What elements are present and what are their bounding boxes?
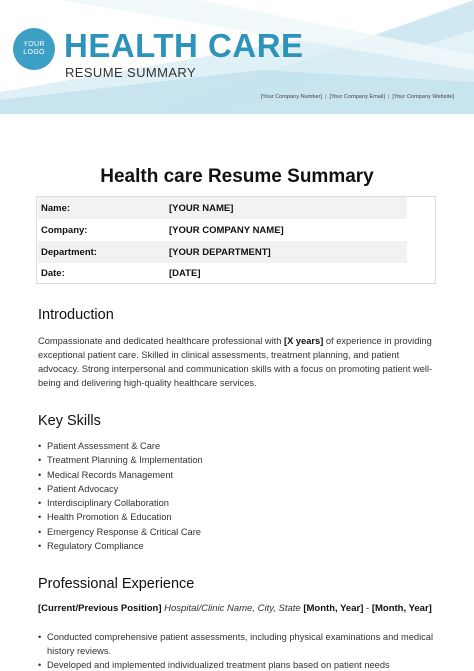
- skill-text: Medical Records Management: [47, 469, 174, 480]
- logo-line-2: LOGO: [23, 49, 45, 56]
- skill-text: Treatment Planning & Implementation: [47, 455, 203, 466]
- company-logo: [13, 28, 55, 70]
- info-label: Company:: [41, 224, 88, 236]
- company-contact-line: [261, 94, 454, 100]
- workplace: Hospital/Clinic Name, City, State: [164, 603, 301, 614]
- key-skills-list: [38, 439, 203, 553]
- list-item: [38, 658, 438, 671]
- info-row-department: [38, 241, 407, 263]
- bullet: •: [38, 483, 42, 494]
- bullet: •: [38, 526, 42, 537]
- brand-subtitle: RESUME SUMMARY: [65, 65, 197, 80]
- bullet: •: [38, 498, 42, 509]
- skill-text: Patient Advocacy: [47, 483, 119, 494]
- company-number: [Your Company Number]: [260, 94, 323, 100]
- info-row-date: [38, 262, 407, 284]
- list-item: [38, 468, 203, 482]
- key-skills-heading: Key Skills: [38, 413, 101, 429]
- intro-years-placeholder: [X years]: [284, 336, 324, 346]
- skill-text: Interdisciplinary Collaboration: [47, 498, 169, 509]
- list-item: [38, 496, 203, 510]
- info-row-company: [38, 219, 407, 241]
- duty-text: Conducted comprehensive patient assessments, including physical examinations and medical history reviews.: [47, 632, 434, 656]
- bullet: •: [38, 632, 42, 642]
- experience-duties-list: [38, 630, 438, 671]
- skill-text: Health Promotion & Education: [47, 512, 172, 523]
- list-item: [38, 482, 203, 496]
- position-title: [Current/Previous Position]: [38, 603, 162, 614]
- info-value: [DATE]: [169, 267, 201, 279]
- list-item: [38, 630, 438, 658]
- list-item: [38, 453, 203, 467]
- list-item: [38, 439, 203, 453]
- info-label: Department:: [41, 246, 97, 258]
- company-email: [Your Company Email]: [329, 94, 385, 100]
- bullet: •: [38, 441, 42, 451]
- bullet: •: [38, 512, 42, 523]
- document-header: [0, 0, 474, 114]
- list-item: [38, 539, 203, 553]
- experience-heading: Professional Experience: [38, 576, 195, 592]
- logo-line-1: YOUR: [23, 41, 45, 48]
- skill-text: Patient Assessment & Care: [47, 441, 161, 451]
- bullet: •: [38, 455, 42, 466]
- info-value: [YOUR COMPANY NAME]: [169, 224, 284, 236]
- list-item: [38, 525, 203, 539]
- document-title: Health care Resume Summary: [100, 166, 374, 187]
- info-label: Name:: [41, 202, 71, 214]
- contact-separator: |: [325, 94, 327, 100]
- company-website: [Your Company Website]: [392, 94, 454, 100]
- skill-text: Emergency Response & Critical Care: [47, 526, 201, 537]
- duty-text: Developed and implemented individualized treatment plans based on patient needs: [47, 660, 390, 670]
- list-item: [38, 510, 203, 524]
- experience-position-line: [38, 602, 438, 616]
- start-date: [Month, Year]: [303, 603, 364, 614]
- info-value: [YOUR NAME]: [169, 202, 234, 214]
- brand-title: HEALTH CARE: [64, 27, 304, 64]
- info-row-name: [38, 197, 407, 219]
- intro-text-start: Compassionate and dedicated healthcare professional with: [38, 336, 285, 346]
- end-date: [Month, Year]: [371, 603, 432, 614]
- info-table: [36, 196, 436, 284]
- bullet: •: [38, 541, 42, 552]
- date-dash: -: [366, 603, 370, 614]
- bullet: •: [38, 660, 42, 670]
- introduction-paragraph: [38, 334, 438, 390]
- intro-text-end: of experience in providing exceptional patient care. Skilled in clinical assessments, treatment planning, and patient advocacy. Strong interpersonal and communication skills with a focus on promoting patient well-being and delivering high-quality healthcare services.: [38, 336, 433, 388]
- bullet: •: [38, 469, 42, 480]
- info-label: Date:: [41, 267, 65, 279]
- contact-separator: |: [387, 94, 390, 100]
- skill-text: Regulatory Compliance: [47, 541, 144, 552]
- info-value: [YOUR DEPARTMENT]: [169, 246, 271, 258]
- introduction-heading: Introduction: [38, 307, 114, 323]
